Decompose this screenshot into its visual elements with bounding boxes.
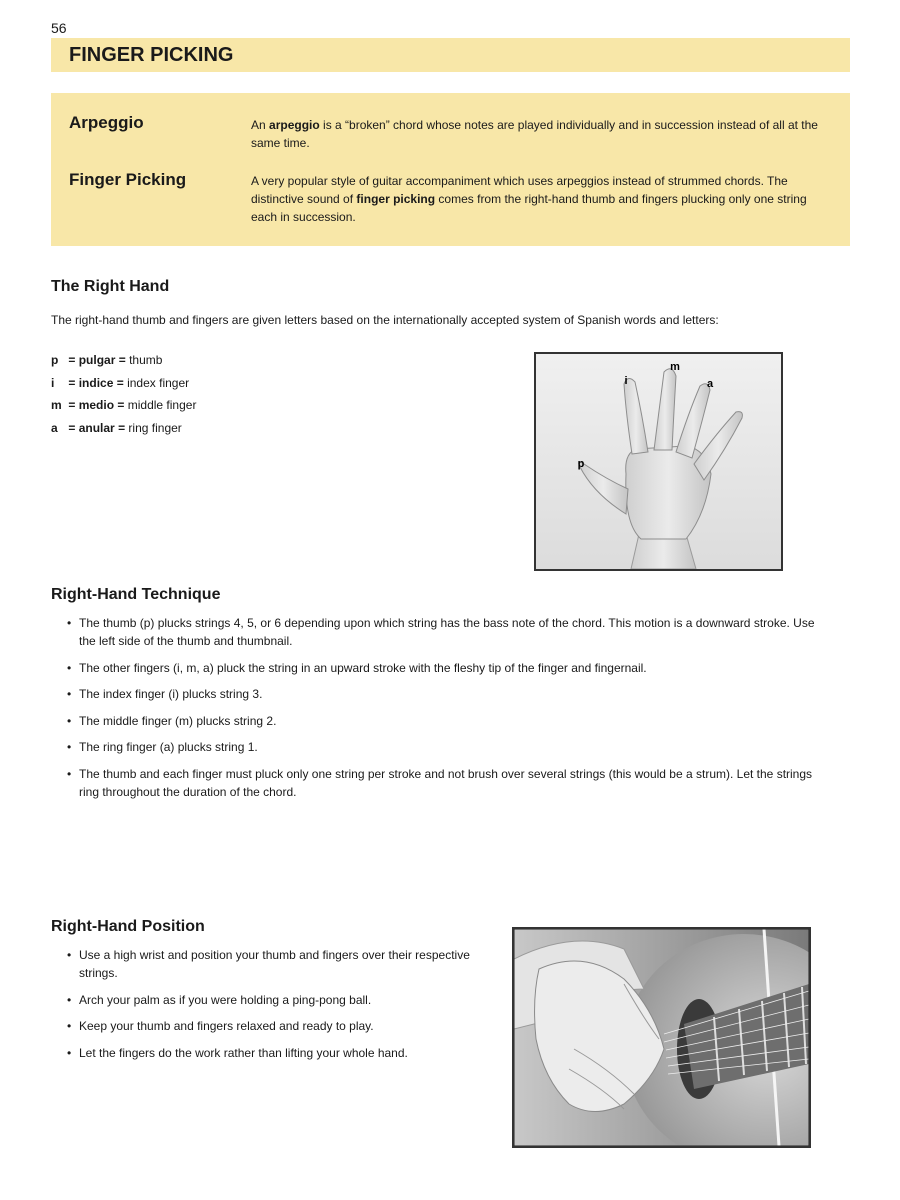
list-item: • The ring finger (a) plucks string 1. [51, 738, 831, 756]
finger-spanish-name: pulgar [78, 353, 116, 367]
finger-label-m: m [670, 361, 680, 373]
finger-label-i: i [624, 375, 628, 387]
equals-sign: = [68, 353, 76, 367]
page-title: FINGER PICKING [69, 44, 234, 66]
technique-list [51, 614, 831, 809]
definition-term-arpeggio: Arpeggio [69, 113, 144, 132]
equals-sign: = [116, 375, 124, 390]
finger-letter: p [51, 353, 59, 367]
list-item: • The other fingers (i, m, a) pluck the string in an upward stroke with the fleshy tip of the finger and fingernail. [51, 659, 831, 677]
equals-sign: = [68, 420, 76, 435]
title-bar [51, 38, 850, 72]
finger-label-p: p [577, 458, 585, 470]
finger-english-name: ring finger [128, 420, 182, 435]
finger-legend-row [51, 417, 196, 440]
list-item: • Arch your palm as if you were holding a ping-pong ball. [51, 991, 471, 1009]
definition-text-part: An [251, 118, 270, 132]
list-item: • Keep your thumb and fingers relaxed and ready to play. [51, 1017, 471, 1035]
section-heading-technique: Right-Hand Technique [51, 586, 221, 603]
guitar-photo [512, 927, 811, 1148]
hand-on-guitar-image [514, 929, 809, 1146]
definition-term-finger-picking: Finger Picking [69, 170, 187, 189]
list-item: • The index finger (i) plucks string 3. [51, 685, 831, 703]
open-hand-image [536, 354, 781, 569]
finger-legend-row [51, 372, 196, 395]
equals-sign: = [118, 353, 126, 367]
finger-english-name: index finger [127, 375, 190, 390]
finger-legend-row [51, 394, 196, 417]
definition-text-part: A very popular style of guitar accompaniment which uses arpeggios instead of strummed chords. The distinctive sound of [251, 174, 788, 206]
list-item: • The middle finger (m) plucks string 2. [51, 712, 831, 730]
page-number: 56 [51, 20, 67, 36]
finger-letter: a [51, 420, 58, 435]
list-item: • The thumb and each finger must pluck only one string per stroke and not brush over several strings (this would be a strum). Let the strings ring throughout the duration of the chord. [51, 765, 831, 801]
finger-english-name: thumb [129, 353, 163, 367]
hand-photo [534, 352, 783, 571]
right-hand-intro: The right-hand thumb and fingers are given letters based on the internationally accepted system of Spanish words and letters: [51, 313, 719, 327]
position-list [51, 946, 471, 1070]
section-heading-position: Right-Hand Position [51, 918, 205, 935]
finger-english-name: middle finger [127, 398, 197, 412]
equals-sign: = [117, 398, 125, 412]
definition-text-part: comes from the right-hand thumb and fingers plucking only one string each in succession. [251, 192, 807, 224]
finger-legend [51, 349, 196, 439]
equals-sign: = [118, 420, 126, 435]
finger-letter: i [51, 375, 55, 390]
finger-letter: m [51, 398, 62, 412]
definition-text-finger-picking [251, 172, 831, 226]
section-heading-right-hand: The Right Hand [51, 278, 170, 295]
finger-spanish-name: anular [78, 420, 115, 435]
finger-spanish-name: medio [78, 398, 115, 412]
definitions-box [51, 93, 850, 246]
equals-sign: = [68, 375, 76, 390]
list-item: • Use a high wrist and position your thumb and fingers over their respective strings. [51, 946, 471, 982]
finger-label-a: a [706, 378, 714, 390]
list-item: • Let the fingers do the work rather than lifting your whole hand. [51, 1044, 471, 1062]
list-item: • The thumb (p) plucks strings 4, 5, or 6 depending upon which string has the bass note of the chord. This motion is a downward stroke. Use the left side of the thumb and thumbnail. [51, 614, 831, 650]
finger-legend-row [51, 349, 196, 372]
definition-text-arpeggio [251, 116, 831, 152]
definition-text-part: arpeggio [269, 118, 320, 132]
definition-text-part: is a “broken” chord whose notes are played individually and in succession instead of all at the same time. [251, 118, 818, 150]
finger-spanish-name: indice [78, 375, 114, 390]
definition-text-part: finger picking [356, 192, 436, 206]
equals-sign: = [68, 398, 76, 412]
